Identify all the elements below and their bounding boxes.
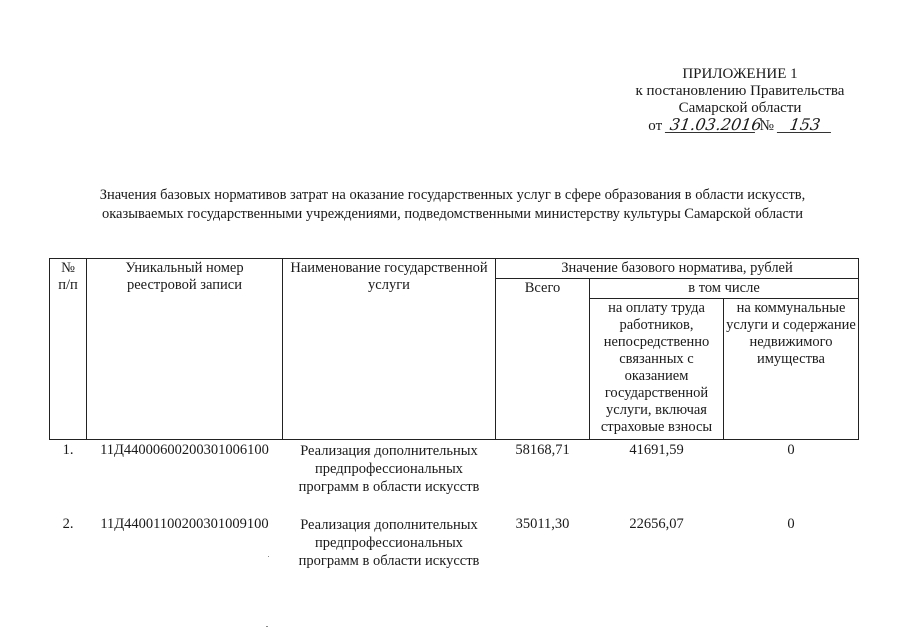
row-registry-code: 11Д44000600200301006100: [100, 442, 269, 458]
header-number: [50, 259, 87, 440]
row-labor: 41691,59: [629, 442, 684, 458]
handwritten-number: 153: [777, 117, 833, 133]
appendix-title: ПРИЛОЖЕНИЕ 1: [682, 66, 798, 82]
header-service: Наименование государственной услуги: [283, 259, 496, 440]
row-service-name: Реализация дополнительных предпрофессиональных программ в области искусств: [298, 443, 480, 495]
row-number: 2.: [62, 515, 74, 532]
title-line-1: Значения базовых нормативов затрат на оказание государственных услуг в сфере образования в области искусств,: [99, 187, 806, 203]
row-total: 35011,30: [515, 515, 570, 532]
header-value-group: Значение базового норматива, рублей: [496, 259, 859, 279]
title-line-2: оказываемых государственными учреждениями, подведомственными министерству культуры Самарской области: [101, 206, 804, 222]
row-service-name: Реализация дополнительных предпрофессиональных программ в области искусств: [298, 516, 480, 569]
row-number: 1.: [62, 442, 74, 458]
row-utilities: 0: [787, 515, 795, 532]
row-registry-code: 11Д44001100200301009100: [100, 515, 269, 532]
table-row: [50, 514, 859, 574]
header-labor: на оплату труда работников, непосредственно связанных с оказанием государственной услуги, включая страховые взносы: [590, 299, 724, 440]
handwritten-date: 31.03.2016: [665, 117, 757, 133]
header-total: Всего: [496, 279, 590, 440]
date-prefix: от: [648, 118, 663, 134]
norms-table: [49, 258, 859, 574]
header-registry: Уникальный номер реестровой записи: [87, 259, 283, 440]
row-total: 58168,71: [515, 442, 570, 458]
table-row: [50, 440, 859, 514]
appendix-region: Самарской области: [678, 100, 802, 116]
header-including: в том числе: [590, 279, 859, 299]
scan-speck: [268, 556, 269, 557]
header-utilities: на коммунальные услуги и содержание недвижимого имущества: [724, 299, 859, 440]
appendix-subtitle: к постановлению Правительства: [635, 83, 845, 99]
document-title: [40, 186, 865, 224]
header-number-line1: №: [61, 260, 75, 276]
number-label: №: [759, 118, 774, 134]
row-labor: 22656,07: [629, 515, 684, 532]
appendix-block: [600, 66, 880, 135]
appendix-date-line: [648, 117, 831, 135]
scan-speck: [266, 626, 268, 627]
header-number-line2: п/п: [58, 277, 78, 293]
row-utilities: 0: [787, 442, 795, 458]
